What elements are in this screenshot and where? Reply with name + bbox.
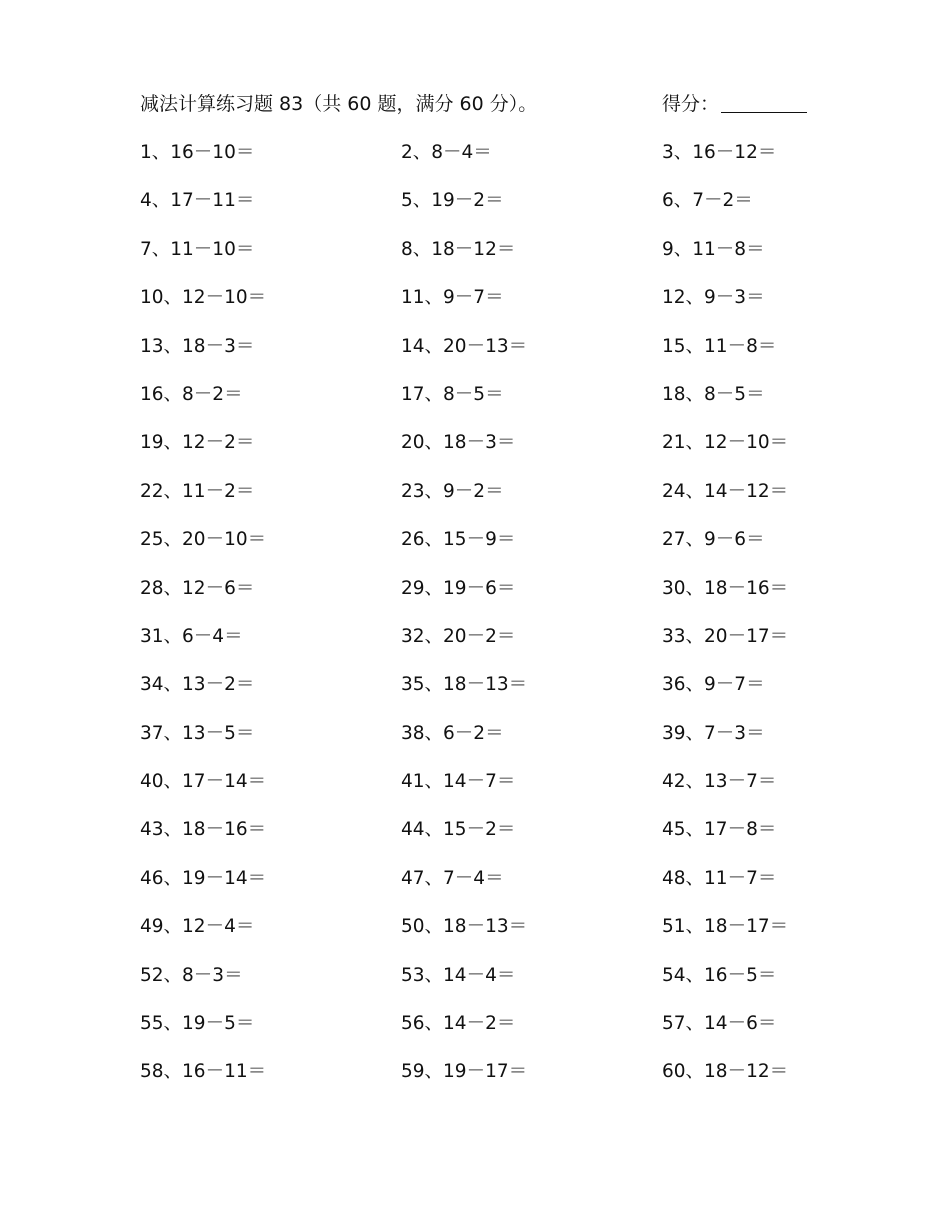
problem-item: 38、6－2＝ xyxy=(401,722,504,744)
problem-item: 47、7－4＝ xyxy=(401,867,504,889)
problem-item: 11、9－7＝ xyxy=(401,287,504,309)
problem-item: 25、20－10＝ xyxy=(140,529,267,551)
worksheet-header xyxy=(0,88,950,120)
problem-item: 27、9－6＝ xyxy=(662,529,765,551)
problem-item: 6、7－2＝ xyxy=(662,190,753,212)
problem-item: 13、18－3＝ xyxy=(140,335,255,357)
problem-item: 52、8－3＝ xyxy=(140,964,243,986)
problem-item: 28、12－6＝ xyxy=(140,577,255,599)
problem-item: 35、18－13＝ xyxy=(401,674,528,696)
problem-item: 44、15－2＝ xyxy=(401,819,516,841)
problem-item: 59、19－17＝ xyxy=(401,1061,528,1083)
problem-item: 33、20－17＝ xyxy=(662,625,789,647)
problem-item: 55、19－5＝ xyxy=(140,1013,255,1035)
score-label: 得分： xyxy=(662,93,720,115)
problem-item: 15、11－8＝ xyxy=(662,335,777,357)
problem-item: 46、19－14＝ xyxy=(140,867,267,889)
problem-item: 31、6－4＝ xyxy=(140,625,243,647)
problem-item: 4、17－11＝ xyxy=(140,190,255,212)
problem-item: 22、11－2＝ xyxy=(140,480,255,502)
problem-item: 58、16－11＝ xyxy=(140,1061,267,1083)
problem-item: 60、18－12＝ xyxy=(662,1061,789,1083)
problem-item: 45、17－8＝ xyxy=(662,819,777,841)
problem-item: 54、16－5＝ xyxy=(662,964,777,986)
problem-item: 37、13－5＝ xyxy=(140,722,255,744)
problem-item: 40、17－14＝ xyxy=(140,771,267,793)
score-blank-line[interactable] xyxy=(721,90,807,113)
problem-item: 1、16－10＝ xyxy=(140,142,255,163)
score-field xyxy=(662,88,807,120)
problem-item: 12、9－3＝ xyxy=(662,287,765,309)
problem-item: 49、12－4＝ xyxy=(140,916,255,938)
problem-item: 8、18－12＝ xyxy=(401,238,516,260)
problem-item: 56、14－2＝ xyxy=(401,1013,516,1035)
problem-item: 48、11－7＝ xyxy=(662,867,777,889)
problem-item: 26、15－9＝ xyxy=(401,529,516,551)
problem-item: 50、18－13＝ xyxy=(401,916,528,938)
problem-item: 9、11－8＝ xyxy=(662,238,765,260)
problem-item: 53、14－4＝ xyxy=(401,964,516,986)
problem-item: 23、9－2＝ xyxy=(401,480,504,502)
problem-item: 24、14－12＝ xyxy=(662,480,789,502)
problem-item: 21、12－10＝ xyxy=(662,432,789,454)
problem-item: 16、8－2＝ xyxy=(140,383,243,405)
problem-item: 18、8－5＝ xyxy=(662,383,765,405)
problem-item: 19、12－2＝ xyxy=(140,432,255,454)
problem-item: 41、14－7＝ xyxy=(401,771,516,793)
problem-item: 32、20－2＝ xyxy=(401,625,516,647)
problem-item: 17、8－5＝ xyxy=(401,383,504,405)
problem-item: 42、13－7＝ xyxy=(662,771,777,793)
problem-item: 39、7－3＝ xyxy=(662,722,765,744)
problem-grid xyxy=(140,137,820,1105)
page-title: 减法计算练习题 83（共 60 题，满分 60 分）。 xyxy=(140,93,538,115)
problem-item: 20、18－3＝ xyxy=(401,432,516,454)
problem-item: 7、11－10＝ xyxy=(140,238,255,260)
problem-item: 5、19－2＝ xyxy=(401,190,504,212)
problem-item: 10、12－10＝ xyxy=(140,287,267,309)
problem-item: 29、19－6＝ xyxy=(401,577,516,599)
problem-item: 30、18－16＝ xyxy=(662,577,789,599)
problem-item: 2、8－4＝ xyxy=(401,142,492,163)
problem-item: 14、20－13＝ xyxy=(401,335,528,357)
problem-item: 51、18－17＝ xyxy=(662,916,789,938)
problem-item: 43、18－16＝ xyxy=(140,819,267,841)
problem-item: 36、9－7＝ xyxy=(662,674,765,696)
problem-item: 3、16－12＝ xyxy=(662,142,777,163)
problem-item: 34、13－2＝ xyxy=(140,674,255,696)
problem-item: 57、14－6＝ xyxy=(662,1013,777,1035)
